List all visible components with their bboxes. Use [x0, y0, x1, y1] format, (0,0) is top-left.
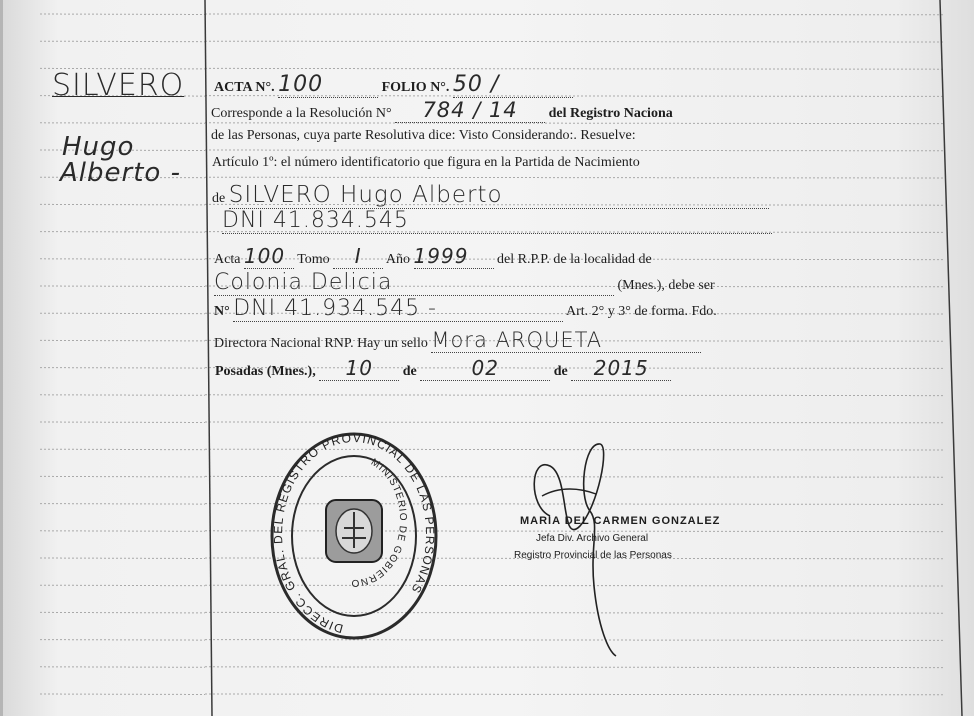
seal-inner-text: MINISTERIO DE GOBIERNO [350, 456, 409, 589]
signatory-title: Jefa Div. Archivo General [536, 533, 649, 544]
rpp-text: del R.P.P. de la localidad de [497, 252, 652, 267]
ruled-line-right [205, 694, 945, 695]
ruled-line-left [40, 558, 205, 559]
director-name: Mora ARQUETA [431, 328, 701, 353]
acta-label: ACTA N°. [214, 80, 275, 95]
ruled-line-left [40, 667, 205, 668]
dni-new: DNI 41.934.545 - [233, 296, 563, 322]
ruled-line-left [40, 612, 205, 613]
acta-value: 100 [278, 72, 378, 98]
resolution-prefix: Corresponde a la Resolución N° [211, 106, 392, 121]
art-text: Art. 2° y 3° de forma. Fdo. [565, 304, 717, 319]
articulo-line: Artículo 1º: el número identificatorio que figura en la Partida de Nacimiento [212, 155, 640, 170]
acta2-value: 100 [244, 244, 294, 269]
director-text: Directora Nacional RNP. Hay un sello [214, 336, 428, 351]
ruled-line-left [40, 340, 205, 341]
right-edge-rule [940, 0, 962, 716]
signatory-org: Registro Provincial de las Personas [514, 550, 672, 561]
ruled-line-left [40, 476, 205, 477]
seal-ring-text: DIRECC. GRAL. DEL REGISTRO PROVINCIAL DE LAS PERSONAS [270, 430, 438, 636]
tomo-label: Tomo [297, 252, 330, 267]
anio-value: 1999 [414, 244, 494, 269]
margin-surname: SILVERO [52, 68, 185, 103]
ruled-line-left [40, 585, 205, 586]
person-line [212, 182, 769, 209]
ruled-line-right [205, 422, 945, 423]
resolution-value: 784 / 14 [395, 98, 545, 123]
resolution-suffix: del Registro Naciona [548, 106, 673, 121]
ruled-line-left [40, 123, 205, 124]
ruled-line-left [40, 640, 205, 641]
ruled-line-left [40, 449, 205, 450]
resolutiva-line: de las Personas, cuya parte Resolutiva dice: Visto Considerando:. Resuelve: [211, 128, 636, 143]
date-line [215, 356, 671, 381]
ruled-line-right [205, 177, 945, 178]
locality: Colonia Delicia [214, 270, 614, 296]
locality-line [214, 270, 715, 296]
n-label: N° [214, 304, 230, 319]
de-label-2: de [553, 364, 568, 379]
mnes-text: (Mnes.), debe ser [617, 278, 715, 293]
ruled-line-left [40, 531, 205, 532]
ruled-line-left [40, 422, 205, 423]
year-value: 2015 [571, 356, 671, 381]
ruled-line-left [40, 286, 205, 287]
director-line [214, 328, 701, 353]
ruled-line-left [40, 41, 205, 42]
ruled-line-left [40, 395, 205, 396]
ruled-line-left [40, 204, 205, 205]
dni-new-line [214, 296, 717, 322]
folio-label: FOLIO N°. [381, 80, 450, 95]
ruled-line-right [205, 68, 945, 69]
anio-label: Año [385, 252, 411, 267]
dni-old: DNI 41.834.545 [222, 208, 772, 234]
tomo-value: I [333, 244, 383, 269]
acta-line [214, 72, 573, 98]
de-label: de [212, 191, 226, 206]
ruled-line-left [40, 694, 205, 695]
month-value: 02 [420, 356, 550, 381]
resolution-line [211, 98, 673, 123]
ruled-line-left [40, 313, 205, 314]
de-label-1: de [402, 364, 417, 379]
ruled-line-left [40, 14, 205, 15]
ruled-line-right [205, 41, 945, 42]
day-value: 10 [319, 356, 399, 381]
margin-given-name-1: Hugo [62, 132, 135, 162]
ruled-line-right [205, 667, 945, 668]
ruled-line-right [205, 395, 945, 396]
ruled-line-left [40, 259, 205, 260]
ruled-line-left [40, 232, 205, 233]
acta-tomo-line [214, 244, 652, 269]
posadas-label: Posadas (Mnes.), [215, 364, 316, 379]
official-seal [268, 430, 440, 642]
ruled-line-left [40, 504, 205, 505]
signatory-name: MARIA DEL CARMEN GONZALEZ [520, 515, 721, 527]
folio-value: 50 / [453, 72, 573, 98]
margin-given-name-2: Alberto - [60, 158, 181, 188]
person-name: SILVERO Hugo Alberto [229, 182, 769, 209]
coat-of-arms-icon [326, 500, 382, 562]
ruled-line-right [205, 150, 945, 151]
dni-old-line [222, 208, 772, 234]
acta2-label: Acta [214, 252, 241, 267]
ruled-line-right [205, 14, 945, 15]
ruled-line-left [40, 368, 205, 369]
